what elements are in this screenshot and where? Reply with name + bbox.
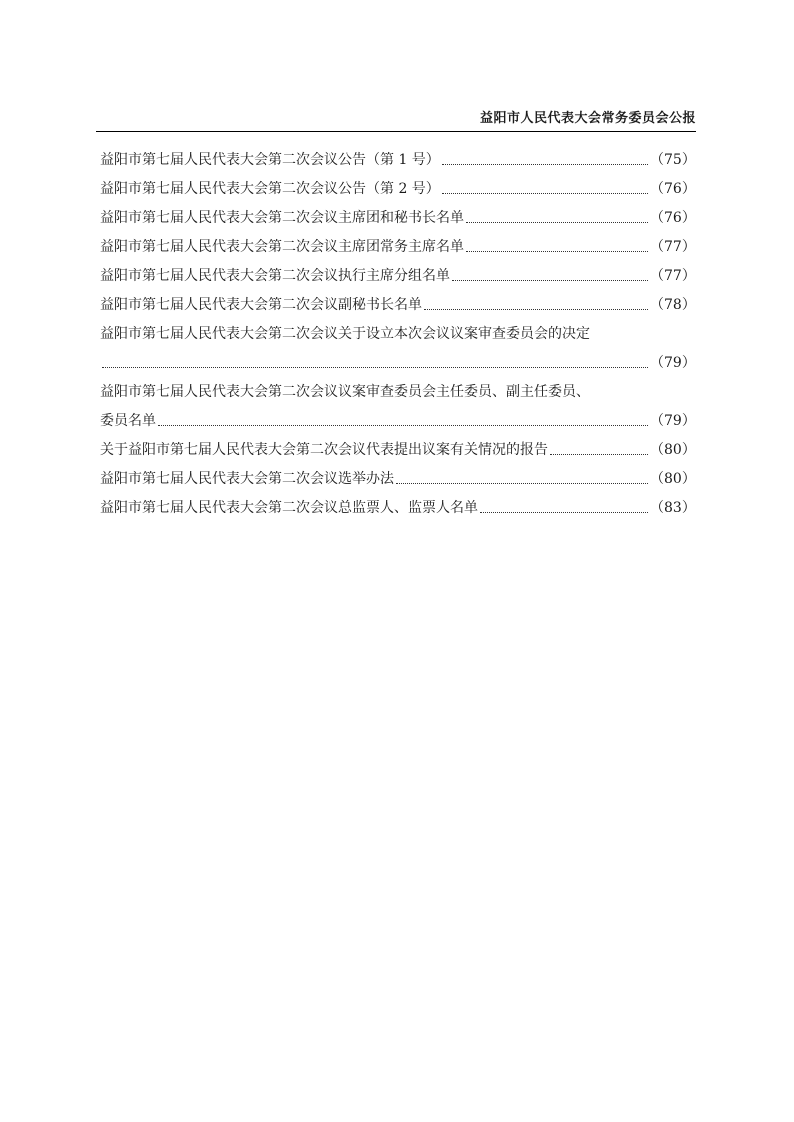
toc-entry-line-1 [100, 376, 694, 405]
toc-entry-line-1 [100, 318, 694, 347]
toc-entry-title: 益阳市第七届人民代表大会第二次会议总监票人、监票人名单 [100, 499, 478, 516]
dot-leader [158, 424, 648, 426]
toc-entry-title: 益阳市第七届人民代表大会第二次会议主席团和秘书长名单 [100, 209, 464, 226]
toc-entry-page: （80） [650, 441, 696, 458]
toc-entry-title: 益阳市第七届人民代表大会第二次会议主席团常务主席名单 [100, 238, 464, 255]
dot-leader [480, 511, 648, 513]
toc-entry[interactable] [100, 144, 694, 173]
toc-entry-page: （79） [650, 412, 696, 429]
bulletin-title: 益阳市人民代表大会常务委员会公报 [479, 111, 696, 126]
toc-entry-page: （77） [650, 238, 696, 255]
toc-entry[interactable] [100, 231, 694, 260]
toc-entry[interactable] [100, 434, 694, 463]
toc-entry-title: 益阳市第七届人民代表大会第二次会议公告（第 2 号） [100, 180, 440, 197]
toc-entry-page: （83） [650, 499, 696, 516]
toc-entry-title: 益阳市第七届人民代表大会第二次会议公告（第 1 号） [100, 151, 440, 168]
toc-entry-line-2 [100, 405, 694, 434]
toc-entry-title-continued: 委员名单 [100, 412, 156, 429]
toc-entry[interactable] [100, 492, 694, 521]
toc-entry-line-2 [100, 347, 694, 376]
toc-entry-multiline[interactable] [100, 318, 694, 376]
toc-entry[interactable] [100, 463, 694, 492]
toc-entry-title: 益阳市第七届人民代表大会第二次会议副秘书长名单 [100, 296, 422, 313]
toc-entry-page: （76） [650, 180, 696, 197]
toc-entry-title: 益阳市第七届人民代表大会第二次会议选举办法 [100, 470, 394, 487]
dot-leader [396, 482, 648, 484]
toc-entry-title: 益阳市第七届人民代表大会第二次会议执行主席分组名单 [100, 267, 450, 284]
page-header [96, 111, 696, 132]
toc-entry[interactable] [100, 173, 694, 202]
toc-entry-page: （78） [650, 296, 696, 313]
toc-entry-title: 益阳市第七届人民代表大会第二次会议议案审查委员会主任委员、副主任委员、 [100, 383, 590, 400]
dot-leader [442, 163, 648, 165]
dot-leader [550, 453, 648, 455]
dot-leader [424, 308, 648, 310]
toc-entry-multiline[interactable] [100, 376, 694, 434]
toc-entry-page: （77） [650, 267, 696, 284]
dot-leader [466, 250, 648, 252]
dot-leader [102, 366, 648, 368]
toc-entry-title: 益阳市第七届人民代表大会第二次会议关于设立本次会议议案审查委员会的决定 [100, 325, 590, 342]
toc-entry[interactable] [100, 260, 694, 289]
dot-leader [452, 279, 648, 281]
toc-entry[interactable] [100, 289, 694, 318]
toc-entry-title: 关于益阳市第七届人民代表大会第二次会议代表提出议案有关情况的报告 [100, 441, 548, 458]
dot-leader [466, 221, 648, 223]
toc-entry-page: （75） [650, 151, 696, 168]
toc-entry-page: （80） [650, 470, 696, 487]
toc-entry-page: （79） [650, 354, 696, 371]
toc-entry[interactable] [100, 202, 694, 231]
dot-leader [442, 192, 648, 194]
toc-entry-page: （76） [650, 209, 696, 226]
table-of-contents [100, 144, 694, 521]
